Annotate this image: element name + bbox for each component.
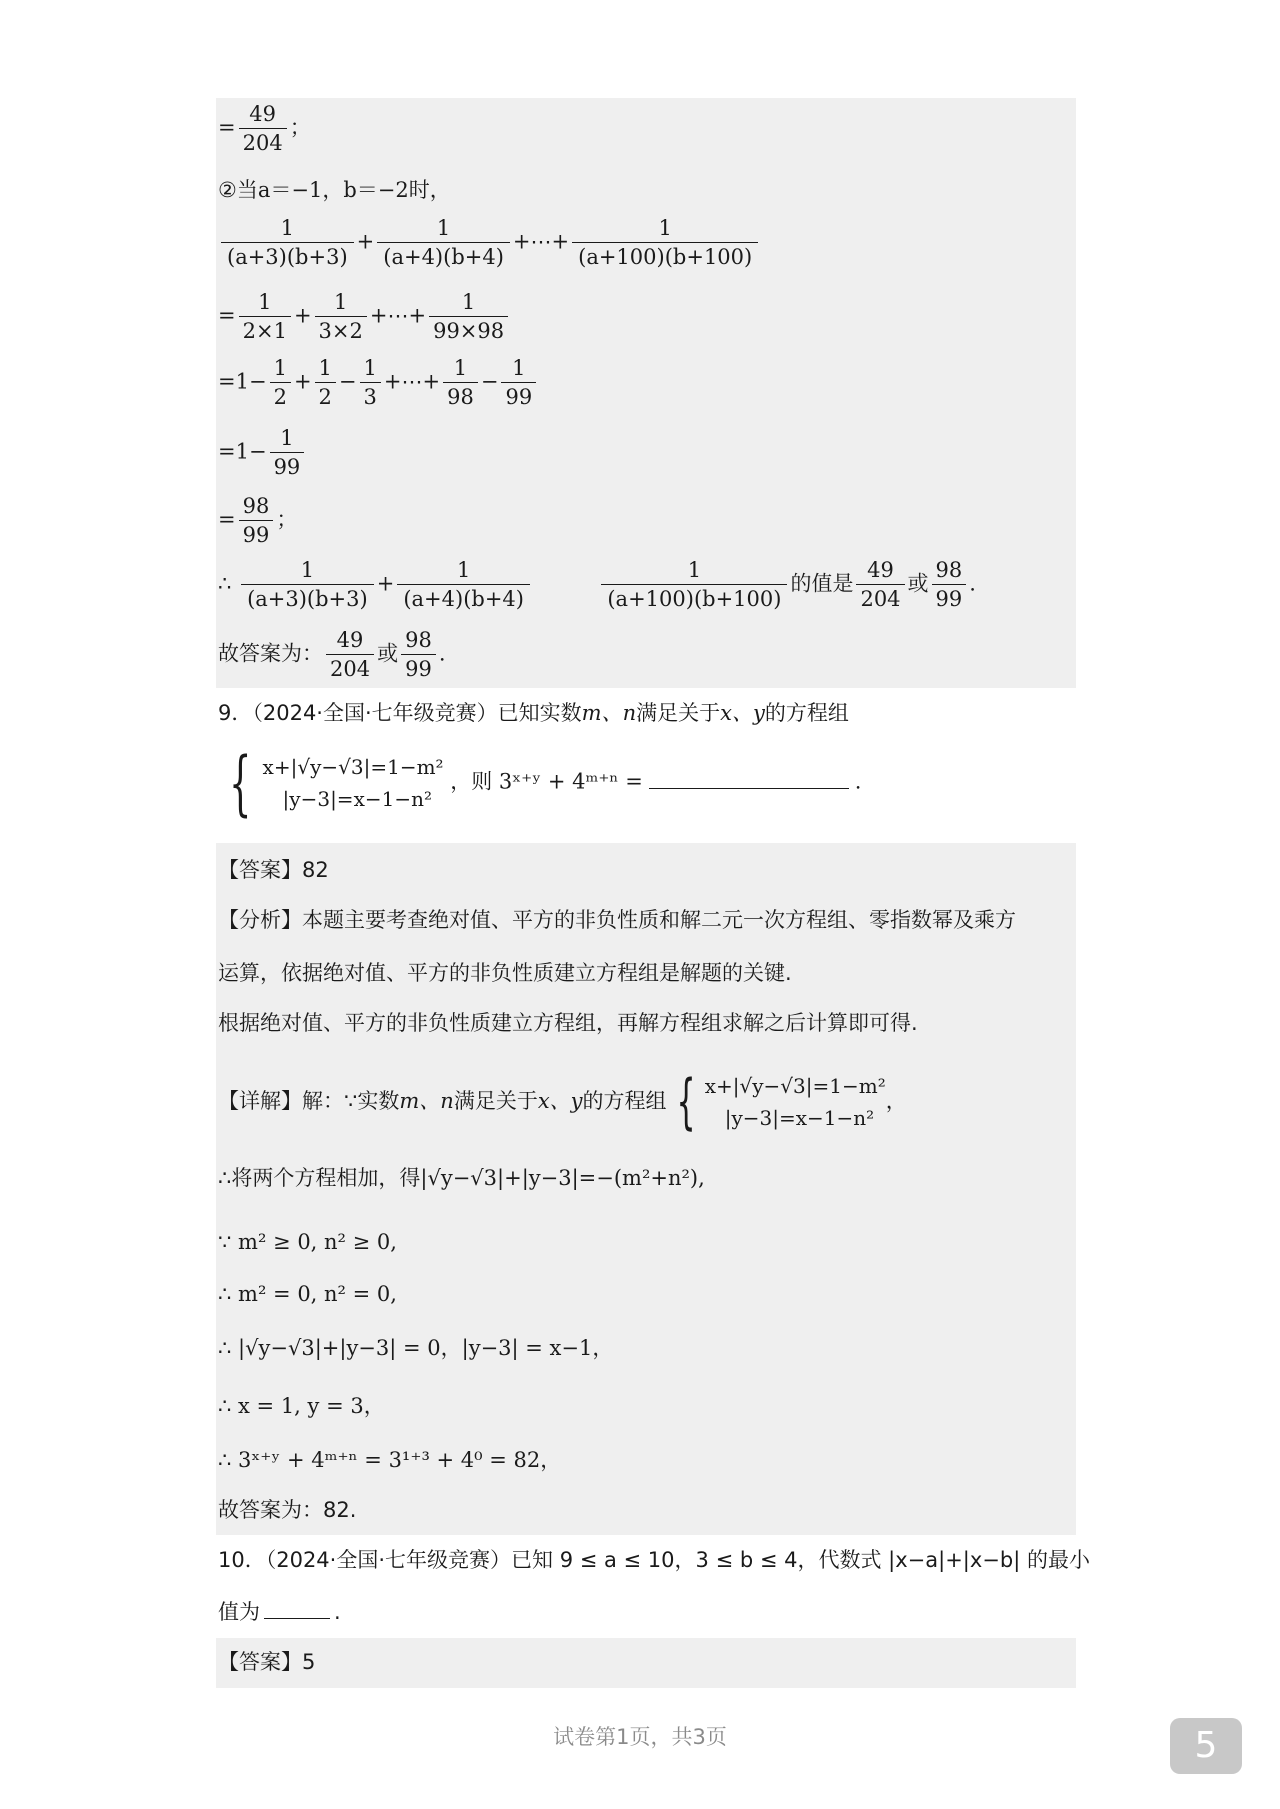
step-5: = $\frac{98}{99}$ ；: [218, 494, 298, 547]
q9-detail-1: 【详解】解：∵实数m、n满足关于x、y的方程组 { x+|√y−√3|=1−m² |y−3|=x−1−n² ，: [218, 1067, 907, 1137]
q9-detail-2: ∴将两个方程相加，得|√y−√3|+|y−3|=−(m²+n²),: [218, 1166, 705, 1190]
q9-analysis-1: 【分析】本题主要考查绝对值、平方的非负性质和解二元一次方程组、零指数幂及乘方: [218, 908, 1016, 932]
step-2: = $\frac{1}{2\times 1}$ + $\frac{1}{3\times 2}$ +⋯+ $\frac{1}{99\times 98}$: [218, 292, 511, 342]
solution-shade-10: [216, 1638, 1076, 1688]
q10-answer-blank[interactable]: [264, 1618, 330, 1619]
q9-final: 故答案为：82.: [218, 1498, 357, 1522]
q9-analysis-3: 根据绝对值、平方的非负性质建立方程组，再解方程组求解之后计算即可得.: [218, 1011, 918, 1035]
q9-detail-4: ∴ m² = 0, n² = 0,: [218, 1282, 397, 1306]
page-footer: 试卷第1页，共3页: [553, 1725, 727, 1749]
q9-detail-6: ∴ x = 1, y = 3，: [218, 1394, 385, 1418]
q9-detail-3: ∵ m² ≥ 0, n² ≥ 0,: [218, 1230, 397, 1254]
q9-answer: 【答案】82: [218, 858, 329, 882]
q9-stem: 9．（2024·全国·七年级竞赛）已知实数m、n满足关于x、y的方程组: [218, 701, 849, 725]
final-answer-8: 故答案为： $\frac{49}{204}$ 或 $\frac{98}{99}$ .: [218, 628, 446, 681]
step-3: =1− $\frac{1}{2}$ + $\frac{1}{2}$ − $\frac{1}{3}$ +⋯+ $\frac{1}{98}$ − $\frac{1}{99}$: [218, 358, 539, 408]
q10-answer: 【答案】5: [218, 1650, 316, 1674]
page-number-badge[interactable]: 5: [1170, 1718, 1242, 1774]
therefore-line: ∴ $\frac{1}{(a+3)(b+3)}$ + $\frac{1}{(a+4)(b+4)}$ $\frac{1}{(a+100)(b+100)}$ 的值是 $\frac{49}{204}$ 或 $\frac{98}{99}$ .: [218, 558, 976, 611]
q10-stem: 10．（2024·全国·七年级竞赛）已知 9 ≤ a ≤ 10，3 ≤ b ≤ 4，代数式 |x−a|+|x−b| 的最小: [218, 1548, 1090, 1572]
step-4: =1− $\frac{1}{99}$: [218, 428, 307, 478]
q9-analysis-2: 运算，依据绝对值、平方的非负性质建立方程组是解题的关键.: [218, 961, 792, 985]
q9-answer-blank[interactable]: [649, 788, 849, 789]
first-result: = $\frac{49}{204}$ ；: [218, 102, 311, 155]
q9-detail-7: ∴ 3ˣ⁺ʸ + 4ᵐ⁺ⁿ = 3¹⁺³ + 4⁰ = 82，: [218, 1448, 562, 1472]
q10-stem-2: 值为 .: [218, 1600, 341, 1624]
q9-system: { x+|√y−√3|=1−m² |y−3|=x−1−n² ，则 3ˣ⁺ʸ + 4ᵐ⁺ⁿ = .: [229, 742, 862, 824]
sum-expression: $\frac{1}{(a+3)(b+3)}$ + $\frac{1}{(a+4)(b+4)}$ +⋯+ $\frac{1}{(a+100)(b+100)}$: [218, 218, 761, 268]
case2-condition: ②当a＝−1，b＝−2时，: [218, 178, 451, 202]
q9-detail-5: ∴ |√y−√3|+|y−3| = 0，|y−3| = x−1，: [218, 1336, 614, 1360]
